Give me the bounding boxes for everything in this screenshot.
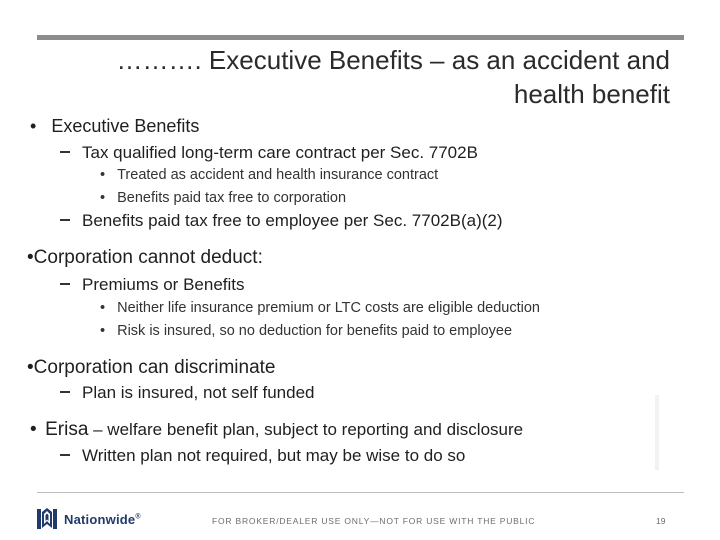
bullet-executive-benefits [30, 116, 199, 137]
panel-edge-shadow [655, 395, 659, 470]
sub-sub-bullet-risk [100, 323, 512, 339]
dash-marker [60, 151, 70, 153]
bullet-dot: • [100, 323, 106, 339]
bullet-can-discriminate [27, 357, 276, 379]
bullet-lead-text: Erisa [45, 419, 89, 440]
slide-title-line-2: health benefit [513, 79, 670, 109]
sub-bullet-text: Premiums or Benefits [82, 275, 245, 294]
bullet-cannot-deduct [27, 247, 263, 269]
bullet-dot: • [100, 190, 106, 206]
sub-sub-bullet-text: Treated as accident and health insurance contract [117, 167, 439, 183]
page-number: 19 [656, 516, 666, 526]
dash-marker [60, 283, 70, 285]
bullet-dot: • [27, 247, 34, 268]
sub-bullet-paid-employee [60, 211, 503, 231]
eagle-frame-icon [36, 506, 58, 532]
logo-wordmark: Nationwide [64, 511, 136, 527]
sub-bullet-text: Written plan not required, but may be wise to do so [82, 446, 466, 465]
footer-disclaimer: FOR BROKER/DEALER USE ONLY—NOT FOR USE WITH THE PUBLIC [212, 516, 536, 526]
footer-rule [37, 492, 684, 493]
dash-marker [60, 391, 70, 393]
dash-marker [60, 219, 70, 221]
bullet-dot: • [27, 357, 34, 378]
bullet-text: – welfare benefit plan, subject to reporting and disclosure [88, 420, 524, 439]
bullet-text: Corporation cannot deduct: [33, 247, 263, 268]
bullet-dot: • [100, 167, 106, 183]
bullet-erisa [30, 419, 523, 441]
sub-bullet-insured [60, 383, 314, 403]
sub-sub-bullet-paid-corp [100, 190, 346, 206]
sub-bullet-tax-qualified [60, 143, 478, 163]
dash-marker [60, 454, 70, 456]
sub-sub-bullet-treated [100, 167, 438, 183]
sub-sub-bullet-text: Neither life insurance premium or LTC costs are eligible deduction [117, 300, 540, 316]
bullet-text: Executive Benefits [51, 116, 200, 136]
bullet-text: Corporation can discriminate [33, 357, 276, 378]
sub-bullet-written-plan [60, 446, 465, 466]
sub-sub-bullet-text: Benefits paid tax free to corporation [117, 190, 347, 206]
bullet-dot: • [100, 300, 106, 316]
sub-bullet-text: Tax qualified long-term care contract per Sec. 7702B [82, 143, 478, 162]
bullet-dot: • [30, 419, 37, 440]
logo-text [64, 512, 141, 527]
sub-sub-bullet-neither [100, 300, 540, 316]
sub-sub-bullet-text: Risk is insured, so no deduction for benefits paid to employee [117, 323, 513, 339]
slide-title-line-1: ………. Executive Benefits – as an accident and [116, 45, 670, 75]
bullet-dot: • [30, 116, 37, 136]
sub-bullet-text: Benefits paid tax free to employee per Sec. 7702B(a)(2) [82, 211, 503, 230]
nationwide-logo [36, 505, 141, 533]
sub-bullet-text: Plan is insured, not self funded [82, 383, 315, 402]
sub-bullet-premiums [60, 275, 245, 295]
registered-mark: ® [135, 513, 141, 521]
